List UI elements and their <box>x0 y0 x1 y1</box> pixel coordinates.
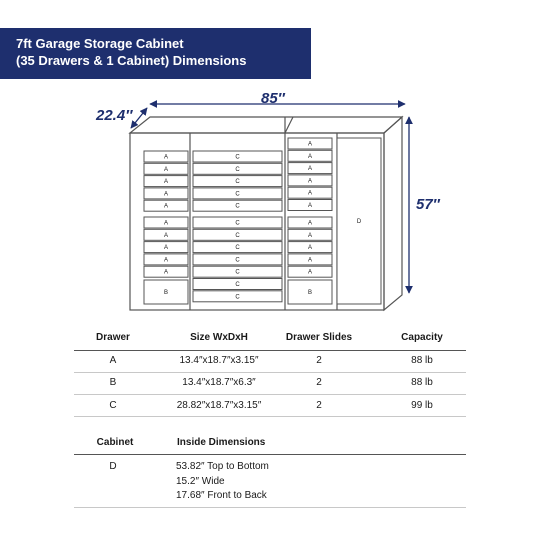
cabinet-width: 15.2″ Wide <box>176 476 225 487</box>
drawer-label: A <box>163 203 169 210</box>
drawer-label: A <box>307 257 313 264</box>
row-c-drawer: C <box>109 400 117 411</box>
drawer-label: C <box>235 269 240 276</box>
cabinet-row-rule <box>74 507 466 508</box>
drawer-label: A <box>307 245 313 252</box>
drawer-label: C <box>235 191 240 198</box>
drawer-label: C <box>235 232 240 239</box>
drawer-label: B <box>307 290 313 296</box>
drawer-label: C <box>235 294 240 301</box>
cabinet-depth: 17.68″ Front to Back <box>176 490 267 501</box>
drawer-label: A <box>163 245 169 252</box>
row-b-size: 13.4″x18.7″x6.3″ <box>182 377 256 388</box>
drawer-label: A <box>307 232 313 239</box>
row-b-slides: 2 <box>316 377 322 388</box>
drawer-label: A <box>163 166 169 173</box>
drawer-label: A <box>163 191 169 198</box>
drawer-label: C <box>235 154 240 161</box>
drawer-label: C <box>235 166 240 173</box>
row-a-capacity: 88 lb <box>411 355 433 366</box>
header-size: Size WxDxH <box>190 332 248 343</box>
drawer-label: C <box>235 245 240 252</box>
height-label: 57″ <box>416 196 440 213</box>
drawer-label: A <box>307 269 313 276</box>
drawer-label: A <box>307 166 313 173</box>
drawer-label: D <box>356 219 362 225</box>
drawer-label: C <box>235 257 240 264</box>
row-c-slides: 2 <box>316 400 322 411</box>
title-line-2: (35 Drawers & 1 Cabinet) Dimensions <box>16 53 247 68</box>
depth-label: 22.4″ <box>96 107 133 124</box>
row-a-size: 13.4″x18.7″x3.15″ <box>179 355 259 366</box>
drawer-label: A <box>307 178 313 185</box>
header-slides: Drawer Slides <box>285 332 353 343</box>
drawer-label: A <box>163 232 169 239</box>
drawer-label: A <box>307 141 313 148</box>
drawer-label: A <box>163 179 169 186</box>
drawer-label: C <box>235 203 240 210</box>
header-cabinet: Cabinet <box>96 437 134 448</box>
header-inside-dimensions: Inside Dimensions <box>177 437 266 448</box>
row-a-drawer: A <box>109 355 117 366</box>
cabinet-header-rule <box>74 454 466 455</box>
drawer-label: B <box>163 290 169 296</box>
row-c-capacity: 99 lb <box>411 400 433 411</box>
drawer-label: A <box>163 269 169 276</box>
drawer-label: A <box>307 153 313 160</box>
drawer-label: C <box>235 179 240 186</box>
drawer-label: A <box>307 203 313 209</box>
drawer-label: A <box>307 190 313 197</box>
title-line-1: 7ft Garage Storage Cabinet <box>16 36 184 51</box>
drawer-label: A <box>307 220 313 227</box>
row-b-drawer: B <box>109 377 117 388</box>
row-a-slides: 2 <box>316 355 322 366</box>
header-drawer: Drawer <box>96 332 130 343</box>
drawer-label: A <box>163 220 169 227</box>
drawer-label: A <box>163 154 169 161</box>
drawer-label: A <box>163 257 169 264</box>
row-c-size: 28.82″x18.7″x3.15″ <box>176 400 262 411</box>
row-b-capacity: 88 lb <box>411 377 433 388</box>
cabinet-height: 53.82″ Top to Bottom <box>176 461 269 472</box>
drawer-label: C <box>235 282 240 288</box>
header-capacity: Capacity <box>401 332 443 343</box>
width-label: 85″ <box>261 90 285 107</box>
drawer-label: C <box>235 220 240 227</box>
cabinet-d-label: D <box>109 461 117 472</box>
